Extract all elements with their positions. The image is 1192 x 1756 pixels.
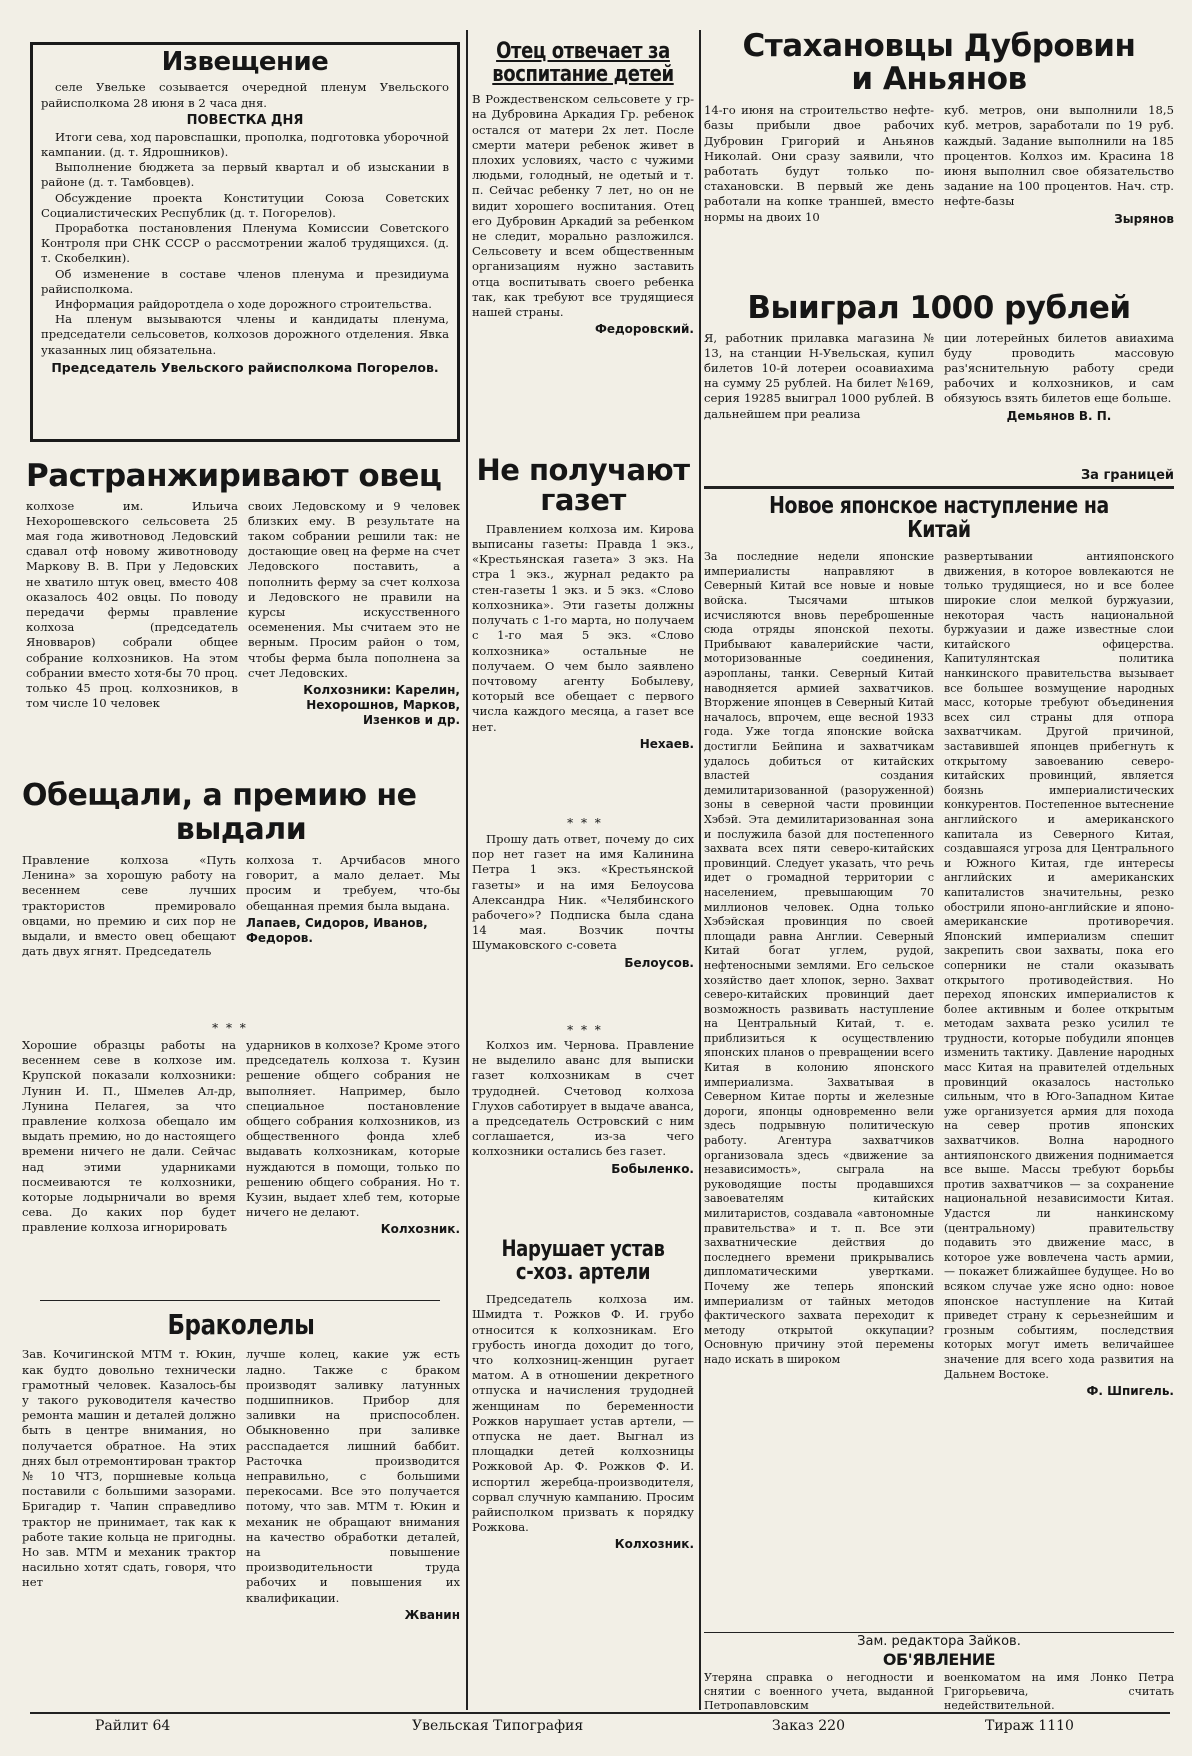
article-postman: [472, 832, 694, 1027]
article-stakh-col-right: куб. метров, они выполнили 18,5 куб. метров, заработали по 19 руб. каждый. Задание выполнили на 185 процентов. Колхоз им. Красина 18 июня выполнил свое обязательство задание на 100 процентов. Нач. стр. нефте-базы: [944, 103, 1174, 209]
article-papers-text: Правлением колхоза им. Кирова выписаны газеты: Правда 1 экз., «Крестьянская газета» 3 экз. На стра 1 экз., журнал редакто ра стен-газеты 1 экз. и 5 экз. «Слово колхозника». Эти газеты должны получать с 1-го марта, но получаем с 1-го мая 5 экз. «Слово колхозника» остальные не получаем. О чем было заявлено почтовому агенту Бобылеву, который все обещает с первого числа каждого месяца, а газет все нет.: [472, 521, 694, 734]
article-premium-signature: Лапаев, Сидоров, Иванов, Федоров.: [246, 915, 428, 946]
article-sheep-col-right: своих Ледовскому и 9 человек близких ему. В результате на таком собрании решили так: не достающие овец на ферме на счет Ледовского поставить, а пополнить ферму за счет колхоза и Ледовского не правили на курсы искусственного осеменения. Мы считаем это не верным. Просим район о том, чтобы ферма была пополнена за счет Ледовских.: [248, 498, 460, 680]
article-sheep-title: Растранжиривают овец: [26, 460, 442, 494]
article-postman-text: Прошу дать ответ, почему до сих пор нет газет на имя Калинина Петра 1 экз. «Крестьянской газеты» и на имя Белоусова Александра Ник. «Челябинского рабочего»? Подписка была сдана 14 мая. Возчик почты Шумаковского с-совета: [472, 832, 694, 953]
article-premium-title-1: Обещали, а премию не: [22, 780, 417, 813]
abroad-rule: [704, 486, 1174, 489]
footer-lit: Райлит 64: [95, 1718, 171, 1734]
column-rule-1: [466, 30, 468, 1710]
article-chernov: [472, 1038, 694, 1213]
article-premium-col-right: колхоза т. Арчибасов много говорит, а мало делает. Мы просим и требуем, что-бы обещанная премия была выдана.: [246, 853, 460, 913]
notice-intro: селе Увельке созывается очередной пленум Увельского райисполкома 28 июня в 2 часа дня.: [41, 80, 449, 110]
article-papers: [472, 455, 694, 827]
article-sheep-col-left: колхозе им. Ильича Нехорошевского сельсовета 25 мая года животновод Ледовский сдавал отф новому животноводу Маркову В. В. При у Ледовских не хватило штук овец, вместо 408 оказалось 402 овцы. По поводу передачи фермы правление колхоза (председатель Яновваров) собрали общее собрание колхозников. На этом собрании вместо хотя-бы 70 проц. только 45 проц. колхозников, в том числе 10 человек: [26, 498, 238, 711]
footer-order: Заказ 220: [772, 1718, 845, 1734]
article-lottery-signature: Демьянов В. П.: [1006, 408, 1112, 423]
article-father-title: Отец отвечает за воспитание детей: [492, 40, 674, 88]
announcement-title: ОБ'ЯВЛЕНИЕ: [882, 1652, 996, 1669]
article-premium: [22, 780, 460, 1020]
article-brak: [22, 1310, 460, 1710]
notice-agenda-list: [41, 130, 449, 312]
article-papers-signature: Нехаев.: [639, 736, 694, 751]
notice-outro: На пленум вызываются члены и кандидаты пленума, председатели сельсоветов, колхозов дорожного отделения. Явка указанных лиц обязательна.: [41, 312, 449, 357]
article-udarniki-col-right: ударников в колхозе? Кроме этого председатель колхоза т. Кузин решение общего собрания не выполняет. Например, было специальное постановление общего собрания колхозников, из общественного фонда хлеб выдавать колхозникам, которые нуждаются в помощи, только по решению общего собрания. Но т. Кузин, выдает хлеб тем, которые ничего не делают.: [246, 1038, 460, 1220]
separator-stars: * * *: [567, 1024, 603, 1036]
article-japan-title: Новое японское наступление на Китай: [769, 493, 1109, 544]
article-ustav-text: Председатель колхоза им. Шмидта т. Рожков Ф. И. грубо относится к колхозникам. Его грубость иногда доходит до того, что колхозниц-женщин ругает матом. А в отношении декретного отпуска и начисления трудодней женщинам по беременности Рожков нарушает устав артели, — отпуска не дает. Выгнал из площадки детей колхозницы Рожковой Ар. Ф. Рожков Ф. И. испортил жеребца-производителя, сорвал случную кампанию. Просим райисполком призвать к порядку Рожкова.: [472, 1292, 694, 1535]
article-ustav: [472, 1238, 694, 1708]
footer-rule: [30, 1712, 1170, 1714]
article-japan: [704, 490, 1174, 1635]
article-father-text: В Рождественском сельсовете у гр-на Дубровина Аркадия Гр. ребенок остался от матери 2х лет. После смерти матери ребенок живет в плохих условиях, часто с чужими людьми, голодный, не одетый и т. п. Сейчас ребенку 7 лет, но он не видит хорошего воспитания. Отец его Дубровин Аркадий за ребенком не следит, морально разложился. Сельсовету и всем общественным организациям нужно заставить отца воспитывать своего ребенка так, как требуют все трудящиеся нашей страны.: [472, 92, 694, 320]
footer-circulation: Тираж 1110: [985, 1718, 1074, 1734]
article-stakh-title-1: Стахановцы Дубровин: [742, 30, 1136, 64]
agenda-item: Информация райдоротдела о ходе дорожного строительства.: [55, 296, 432, 311]
announcement-col-left: Утеряна справка о негодности и снятии с военного учета, выданной Петропавловским: [704, 1670, 934, 1710]
editor-line: Зам. редактора Зайков.: [857, 1634, 1021, 1649]
article-sheep: [26, 460, 460, 765]
footer-printer: Увельская Типография: [412, 1718, 584, 1734]
separator-line: [40, 1300, 440, 1301]
article-lottery-title: Выиграл 1000 рублей: [747, 292, 1131, 326]
article-lottery-col-right: ции лотерейных билетов авиахима буду проводить массовую раз'яснительную работу среди рабочих и колхозников, и сам обязуюсь взять билетов еще больше.: [944, 330, 1174, 406]
agenda-item: Проработка постановления Пленума Комиссии Советского Контроля при СНК СССР о рассмотрении жалоб трудящихся. (д. т. Скобелкин).: [41, 220, 449, 266]
article-lottery: [704, 292, 1174, 462]
article-stakh: [704, 30, 1174, 292]
article-udarniki-signature: Колхозник.: [380, 1222, 460, 1237]
separator-stars: * * *: [212, 1022, 248, 1034]
article-postman-signature: Белоусов.: [624, 955, 694, 970]
article-stakh-col-left: 14-го июня на строительство нефте-базы прибыли двое рабочих Дубровин Григорий и Аньянов Николай. Они сразу заявили, что работать будут только по-стахановски. В первый же день работали на копке траншей, вместо нормы на двоих 10: [704, 103, 934, 224]
article-ustav-signature: Колхозник.: [614, 1537, 694, 1552]
announcement-col-right: военкоматом на имя Лонко Петра Григорьевича, считать недействительной.: [944, 1670, 1174, 1710]
notice-signature: Председатель Увельского райисполкома Погорелов.: [51, 359, 439, 375]
article-brak-title: Браколелы: [167, 1310, 315, 1341]
agenda-item: Обсуждение проекта Конституции Союза Советских Социалистических Республик (д. т. Погорелов).: [41, 190, 449, 220]
article-ustav-title: Нарушает устав с-хоз. артели: [501, 1238, 665, 1286]
notice-box: [30, 42, 460, 442]
separator-stars: * * *: [567, 817, 603, 829]
article-papers-title: Не получают газет: [476, 455, 690, 518]
article-brak-col-right: лучше колец, какие уж есть ладно. Также с браком производят заливку латунных подшипников. Прибор для заливки на приспособлен. Обыкновенно при заливке расспадается лишний баббит. Расточка производится неправильно, с большими перекосами. Все это получается потому, что зав. МТМ т. Юкин и механик не обращают внимания на качество обработки деталей, на повышение производительности труда рабочих и повышения их квалификации.: [246, 1347, 460, 1605]
announcement: [704, 1652, 1174, 1710]
abroad-label: За границей: [1080, 468, 1174, 483]
agenda-item: Выполнение бюджета за первый квартал и об изыскании в районе (д. т. Тамбовцев).: [41, 160, 449, 190]
article-udarniki-col-left: Хорошие образцы работы на весеннем севе в колхозе им. Крупской показали колхозники: Лунин И. П., Шмелев Ал-др, Лунина Пелагея, за что правление колхоза обещало им выдать премию, но до настоящего времени ничего не дали. Сейчас над этими ударниками посмеиваются те колхозники, которые лодырничали во время сева. До каких пор будет правление колхоза игнорировать: [22, 1038, 236, 1235]
article-father-signature: Федоровский.: [594, 322, 694, 337]
article-sheep-signature: Колхозники: Карелин, Нехорошнов, Марков, Изенков и др.: [303, 682, 460, 728]
editor-rule: [704, 1632, 1174, 1633]
article-stakh-title-2: и Аньянов: [851, 60, 1027, 97]
article-japan-col-left: За последние недели японские империалисты направляют в Северный Китай все новые и новые войска. Тысячами штыков исчисляются вновь переброшенные сюда отряды японской пехоты. Прибывают кавалерийские части, моторизованные соединения, аэропланы, танки. Северный Китай наводняется армией захватчиков. Вторжение японцев в Северный Китай началось, впрочем, еще весной 1933 года. Уже тогда японские войска достигли Бейпина и захватчикам удалось добиться от китайских властей создания демилитаризованной (разоруженной) зоны в северной части провинции Хэбэй. Эта демилитаризованная зона и послужила базой для постепенного захвата всех пяти северо-китайских провинций. Следует указать, что речь идет о громадной территории с населением, превышающим 70 миллионов человек. Одна только Хэбэйская провинция по своей площади равна Англии. Северный Китай богат углем, рудой, нефтеносными землями. Его сельское хозяйство дает хлопок, зерно. Захват северо-китайских провинций дает возможность развивать наступление на Центральный Китай, т. е. приблизиться к осуществлению японских планов о превращении всего Китая в колонию японского империализма. Захватывая в Северном Китае порты и железные дороги, японцы одновременно вели здесь подрывную политическую работу. Агентура захватчиков организовала здесь «движение за независимость», сыграла на руководящие посты продавшихся завоевателям китайских милитаристов, создавала «автономные правительства» и т. п. Все эти захватнические действия до последнего времени прикрывались дипломатическими увертками. Почему же теперь японский империализм от тайных методов фактического захвата переходит к методу открытой оккупации? Основную причину этой перемены надо искать в широком: [704, 550, 934, 1366]
article-brak-signature: Жванин: [404, 1607, 460, 1622]
article-father: [472, 40, 694, 452]
article-premium-title-2: выдали: [175, 811, 307, 847]
agenda-item: Итоги сева, ход паровспашки, прополка, подготовка уборочной кампании. (д. т. Ядрошников).: [41, 129, 449, 159]
article-brak-col-left: Зав. Кочигинской МТМ т. Юкин, как будто довольно технически грамотный человек. Казалось-бы у такого руководителя качество ремонта машин и деталей должно быть в центре внимания, но получается обратное. На этих днях был отремонтирован трактор № 10 ЧТЗ, поршневые кольца поставили с большими зазорами. Бригадир т. Чапин справедливо трактор не принимает, так как к работе такие кольца не пригодны. Но зав. МТМ и механик трактор насильно хотят сдать, говоря, что нет: [22, 1347, 236, 1590]
article-japan-col-right: развертывании антияпонского движения, в которое вовлекаются не только трудящиеся, но и все более широкие слои мелкой буржуазии, некоторая часть национальной буржуазии и даже известные слои китайского офицерства. Капитулянтская политика нанкинского правительства вызывает все большее возмущение народных масс, которые требуют объединения всех сил страны для отпора захватчикам. Другой причиной, заставившей японцев прибегнуть к открытому завоеванию северо-китайских провинций, является боязнь империалистических конкурентов. Постепенное вытеснение английского и американского капитала из Северного Китая, создавшаяся угроза для Центрального и Южного Китая, где интересы английских и американских капиталистов значительны, резко обострили японо-английские и японо-американские противоречия. Японский империализм спешит закрепить свои захваты, пока его соперники не стали оказывать открытого противодействия. Но переход японских империалистов к более активным и более открытым методам захвата резко усилил те трудности, которые побудили японцев изменить тактику. Давление народных масс Китая на правителей отдельных провинций оказалось настолько сильным, что в Юго-Западном Китае уже организуется армия для похода на север против японских захватчиков. Волна народного антияпонского движения поднимается все выше. Массы требуют борьбы против захватчиков — за сохранение национальной независимости Китая. Удастся ли нанкинскому (центральному) правительству подавить это движение масс, в которое уже вовлечена часть армии, — покажет ближайшее будущее. Но во всяком случае уже ясно одно: новое японское наступление на Китай приведет страну к серьезнейшим и грозным событиям, последствия которых могут иметь величайшее значение для всего хода развития на Дальнем Востоке.: [944, 550, 1174, 1381]
article-lottery-col-left: Я, работник прилавка магазина № 13, на станции Н-Увельская, купил билетов 10-й лотереи осоавиахима на сумму 25 рублей. На билет №169, серия 19285 выиграл 1000 рублей. В дальнейшем при реализа: [704, 330, 934, 421]
article-japan-signature: Ф. Шпигель.: [1086, 1384, 1174, 1399]
notice-title: Извещение: [161, 47, 329, 77]
agenda-item: Об изменение в составе членов пленума и президиума райисполкома.: [41, 266, 449, 296]
notice-agenda-title: ПОВЕСТКА ДНЯ: [186, 112, 304, 128]
column-rule-2: [699, 30, 701, 1710]
article-udarniki: [22, 1038, 460, 1298]
article-stakh-signature: Зырянов: [1114, 211, 1174, 226]
article-premium-col-left: Правление колхоза «Путь Ленина» за хорошую работу на весеннем севе лучших трактористов премировало овцами, но премию и сих пор не выдали, и вместо овец обещают дать двух ягнят. Председатель: [22, 853, 236, 959]
article-chernov-signature: Бобыленко.: [611, 1161, 694, 1176]
article-chernov-text: Колхоз им. Чернова. Правление не выделило аванс для выписки газет колхозникам в счет трудодней. Счетовод колхоза Глухов саботирует в выдаче аванса, а председатель Островский с ним соглашается, из-за чего колхозники остались без газет.: [472, 1038, 694, 1159]
